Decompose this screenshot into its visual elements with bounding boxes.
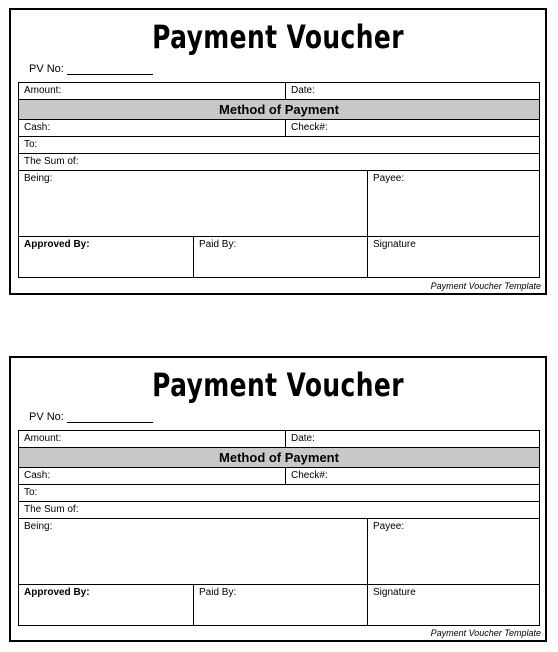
payment-voucher-2 [9,356,547,642]
approved-by-label: Approved By: [24,239,90,250]
sum-label: The Sum of: [24,156,79,167]
paid-by-cell[interactable] [193,237,367,277]
cash-check-row [19,468,539,485]
method-heading: Method of Payment [19,448,539,468]
paid-by-label: Paid By: [199,239,237,250]
being-label: Being: [24,521,53,532]
signature-label: Signature [373,587,416,598]
date-label: Date: [291,85,315,96]
pv-no-field[interactable] [29,411,153,423]
date-label: Date: [291,433,315,444]
sum-label: The Sum of: [24,504,79,515]
to-row [19,485,539,502]
approved-by-label: Approved By: [24,587,90,598]
being-cell[interactable] [19,519,367,584]
method-heading: Method of Payment [19,100,539,120]
sum-cell[interactable] [19,502,539,518]
payment-voucher-1 [9,8,547,295]
sum-row [19,502,539,519]
paid-by-label: Paid By: [199,587,237,598]
voucher-title: Payment Voucher [152,366,404,404]
cash-label: Cash: [24,122,51,133]
being-label: Being: [24,173,53,184]
being-payee-row [19,171,539,237]
to-label: To: [24,487,38,498]
to-row [19,137,539,154]
amount-cell[interactable] [19,431,285,447]
approval-row [19,237,539,277]
check-label: Check#: [291,122,328,133]
signature-cell[interactable] [367,585,539,625]
voucher-table [18,82,540,278]
payee-label: Payee: [373,173,405,184]
being-payee-row [19,519,539,585]
amount-date-row [19,431,539,448]
check-cell[interactable] [285,468,539,484]
check-label: Check#: [291,470,328,481]
sum-cell[interactable] [19,154,539,170]
approved-by-cell[interactable] [19,585,193,625]
pv-no-field[interactable] [29,63,153,75]
template-footer: Payment Voucher Template [430,628,541,638]
amount-label: Amount: [24,433,62,444]
amount-cell[interactable] [19,83,285,99]
amount-date-row [19,83,539,100]
voucher-title: Payment Voucher [152,18,404,56]
check-cell[interactable] [285,120,539,136]
cash-label: Cash: [24,470,51,481]
cash-cell[interactable] [19,468,285,484]
amount-label: Amount: [24,85,62,96]
payee-cell[interactable] [367,519,539,584]
date-cell[interactable] [285,83,539,99]
pv-no-label: PV No: [29,63,64,75]
to-cell[interactable] [19,485,539,501]
signature-label: Signature [373,239,416,250]
date-cell[interactable] [285,431,539,447]
being-cell[interactable] [19,171,367,236]
cash-check-row [19,120,539,137]
pv-no-line[interactable] [67,64,153,75]
pv-no-label: PV No: [29,411,64,423]
approval-row [19,585,539,625]
template-footer: Payment Voucher Template [430,281,541,291]
to-label: To: [24,139,38,150]
payee-label: Payee: [373,521,405,532]
pv-no-line[interactable] [67,412,153,423]
voucher-table [18,430,540,626]
signature-cell[interactable] [367,237,539,277]
approved-by-cell[interactable] [19,237,193,277]
cash-cell[interactable] [19,120,285,136]
sum-row [19,154,539,171]
paid-by-cell[interactable] [193,585,367,625]
to-cell[interactable] [19,137,539,153]
payee-cell[interactable] [367,171,539,236]
